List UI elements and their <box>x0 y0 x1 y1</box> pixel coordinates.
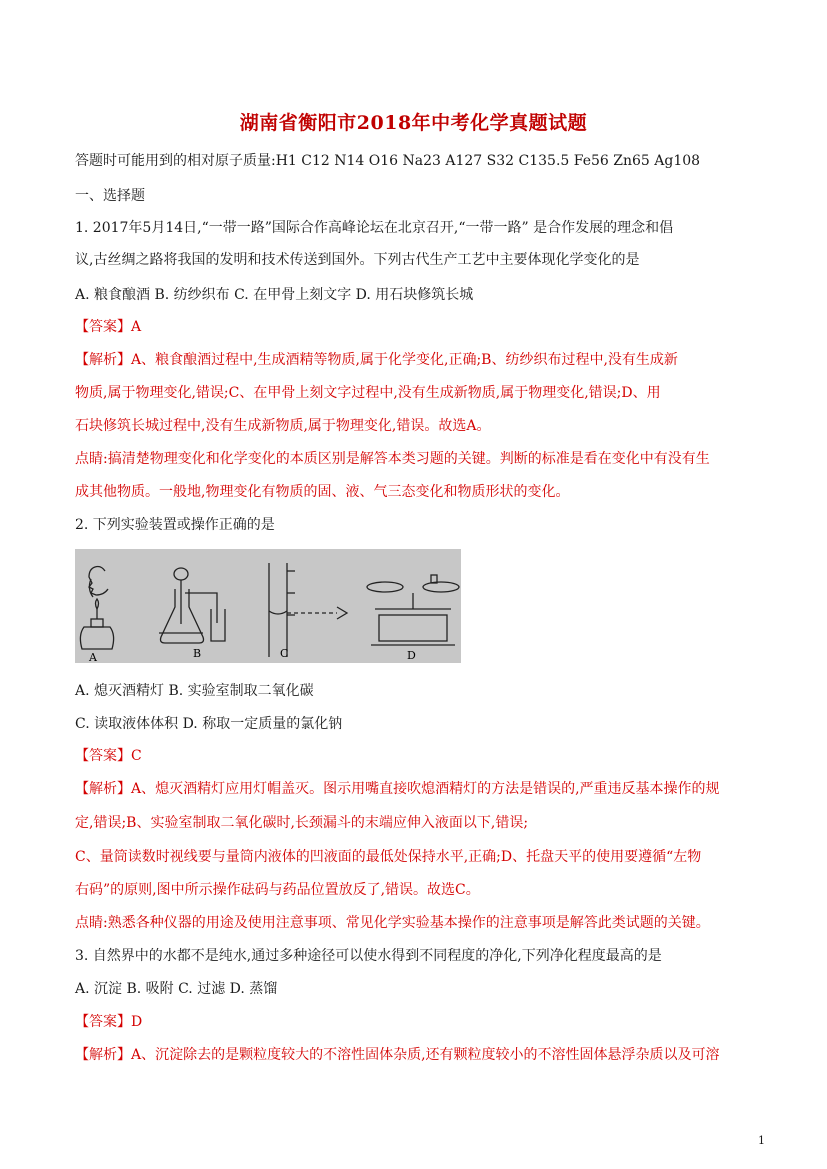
page-title: 湖南省衡阳市2018年中考化学真题试题 <box>239 112 588 134</box>
figure-label-c: C <box>280 647 289 660</box>
q1-stem-line2: 议,古丝绸之路将我国的发明和技术传送到国外。下列古代生产工艺中主要体现化学变化的是 <box>75 252 640 268</box>
figure-label-d: D <box>407 649 416 662</box>
q2-analysis-line3: C、量筒读数时视线要与量筒内液体的凹液面的最低处保持水平,正确;D、托盘天平的使用要遵循“左物 <box>75 849 702 865</box>
graduated-cylinder-icon <box>269 563 347 657</box>
q1-tip-line1: 点睛:搞清楚物理变化和化学变化的本质区别是解答本类习题的关键。判断的标准是看在变化中有没有生 <box>75 451 710 467</box>
q2-tip: 点睛:熟悉各种仪器的用途及使用注意事项、常见化学实验基本操作的注意事项是解答此类试题的关键。 <box>75 915 710 931</box>
q1-options: A. 粮食酿酒 B. 纺纱织布 C. 在甲骨上刻文字 D. 用石块修筑长城 <box>75 287 474 303</box>
q2-analysis-line1: 【解析】A、熄灭酒精灯应用灯帽盖灭。图示用嘴直接吹熄酒精灯的方法是错误的,严重违反基本操作的规 <box>75 781 720 797</box>
q1-analysis-line1: 【解析】A、粮食酿酒过程中,生成酒精等物质,属于化学变化,正确;B、纺纱织布过程中,没有生成新 <box>75 352 678 368</box>
q1-tip-line2: 成其他物质。一般地,物理变化有物质的固、液、气三态变化和物质形状的变化。 <box>75 484 570 500</box>
alcohol-lamp-icon <box>80 567 113 650</box>
page-number: 1 <box>758 1134 765 1147</box>
figure-label-b: B <box>193 647 202 660</box>
figure-label-a: A <box>89 651 97 663</box>
q2-options-cd: C. 读取液体体积 D. 称取一定质量的氯化钠 <box>75 716 343 732</box>
q2-analysis-line2: 定,错误;B、实验室制取二氧化碳时,长颈漏斗的末端应伸入液面以下,错误; <box>75 815 529 831</box>
q3-answer: 【答案】D <box>75 1014 143 1030</box>
q2-answer: 【答案】C <box>75 748 142 764</box>
q3-stem: 3. 自然界中的水都不是纯水,通过多种途径可以使水得到不同程度的净化,下列净化程度最高的是 <box>75 948 662 964</box>
q3-options: A. 沉淀 B. 吸附 C. 过滤 D. 蒸馏 <box>75 981 278 997</box>
balance-scale-icon <box>367 575 459 645</box>
q2-stem: 2. 下列实验装置或操作正确的是 <box>75 517 275 533</box>
q1-analysis-line2: 物质,属于物理变化,错误;C、在甲骨上刻文字过程中,没有生成新物质,属于物理变化,错误;D、用 <box>75 385 661 401</box>
q1-analysis-line3: 石块修筑长城过程中,没有生成新物质,属于物理变化,错误。故选A。 <box>75 418 491 434</box>
section-heading: 一、选择题 <box>75 188 145 204</box>
q1-stem-line1: 1. 2017年5月14日,“一带一路”国际合作高峰论坛在北京召开,“一带一路” 是合作发展的理念和倡 <box>75 220 674 236</box>
q2-analysis-line4: 右码”的原则,图中所示操作砝码与药品位置放反了,错误。故选C。 <box>75 882 480 898</box>
flask-apparatus-icon <box>159 568 225 643</box>
q2-options-ab: A. 熄灭酒精灯 B. 实验室制取二氧化碳 <box>75 683 314 699</box>
atomic-mass-line: 答题时可能用到的相对原子质量:H1 C12 N14 O16 Na23 A127 S32 C135.5 Fe56 Zn65 Ag108 <box>75 153 701 169</box>
lab-apparatus-figure <box>75 549 461 663</box>
apparatus-drawing <box>75 549 461 663</box>
q1-answer: 【答案】A <box>75 319 142 335</box>
q3-analysis-line1: 【解析】A、沉淀除去的是颗粒度较大的不溶性固体杂质,还有颗粒度较小的不溶性固体悬浮杂质以及可溶 <box>75 1047 720 1063</box>
